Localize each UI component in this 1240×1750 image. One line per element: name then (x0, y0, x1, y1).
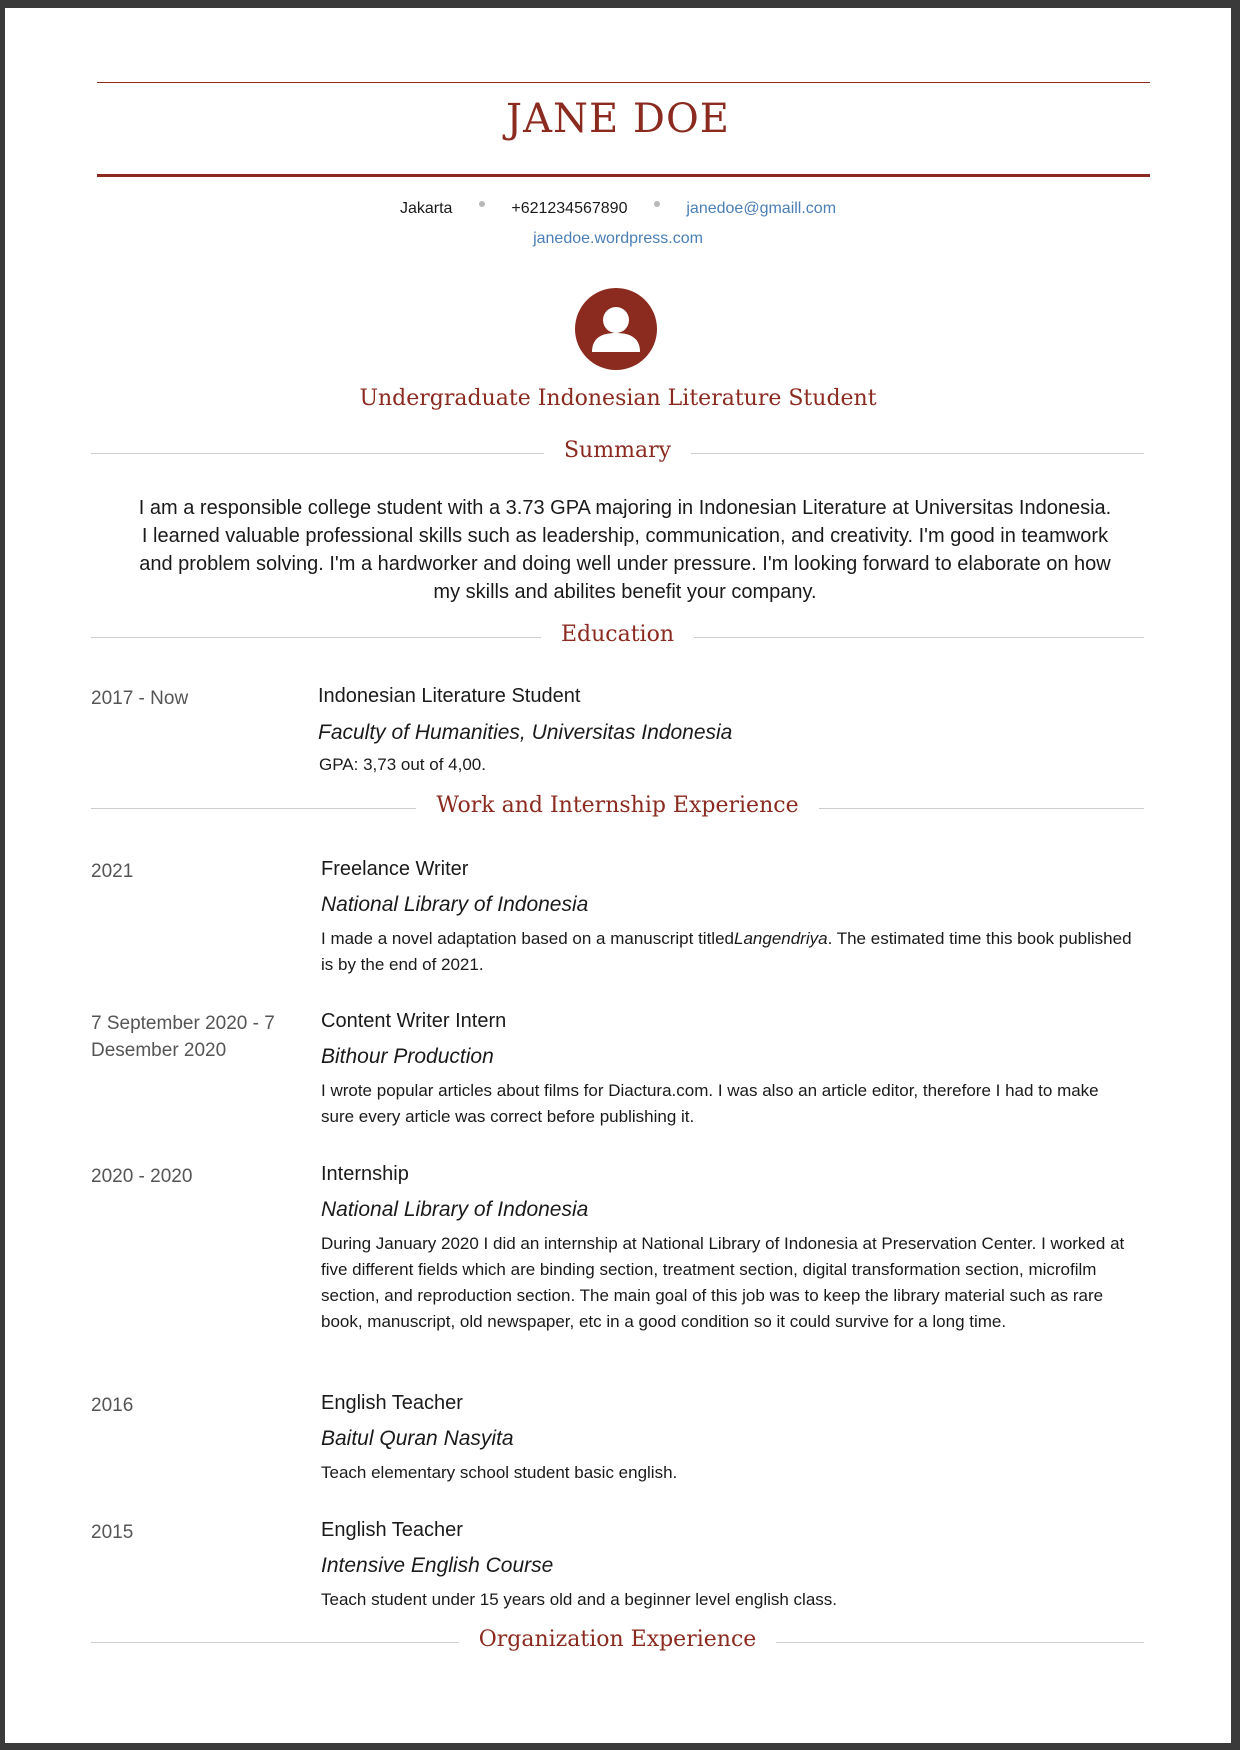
work-org: National Library of Indonesia (321, 1198, 589, 1221)
work-org: Intensive English Course (321, 1554, 554, 1577)
website-link[interactable]: janedoe.wordpress.com (533, 230, 703, 247)
contact-line (5, 200, 1231, 218)
education-heading (91, 622, 1144, 652)
work-date: 2020 - 2020 (91, 1166, 193, 1187)
resume-page (5, 8, 1231, 1743)
education-org: Faculty of Humanities, Universitas Indonesia (318, 721, 733, 744)
work-desc: Teach elementary school student basic english. (321, 1463, 678, 1482)
education-date: 2017 - Now (91, 688, 189, 709)
work-heading (91, 793, 1144, 823)
phone: +621234567890 (511, 200, 628, 217)
headline: Undergraduate Indonesian Literature Student (359, 386, 877, 411)
education-desc: GPA: 3,73 out of 4,00. (319, 755, 486, 774)
work-date: 2021 (91, 861, 134, 882)
email-link[interactable]: janedoe@gmaill.com (686, 200, 837, 217)
work-desc: I made a novel adaptation based on a manuscript titledLangendriya. The estimated time this book published is by the end of 2021. (321, 929, 1132, 974)
work-role: English Teacher (321, 1392, 463, 1414)
city: Jakarta (399, 200, 453, 217)
work-role: Freelance Writer (321, 858, 469, 880)
name-underline (97, 174, 1150, 177)
organization-title: Organization Experience (459, 1627, 777, 1652)
separator-dot (654, 201, 660, 207)
work-date: 2015 (91, 1522, 134, 1543)
top-rule (97, 82, 1150, 83)
work-org: National Library of Indonesia (321, 893, 589, 916)
education-role: Indonesian Literature Student (318, 685, 581, 707)
work-desc: I wrote popular articles about films for Diactura.com. I was also an article editor, therefore I had to make sure every article was correct before publishing it. (321, 1081, 1099, 1126)
work-role: Internship (321, 1163, 409, 1185)
education-title: Education (541, 622, 694, 647)
candidate-name: JANE DOE (506, 96, 730, 142)
work-org: Bithour Production (321, 1045, 494, 1068)
work-date: 7 September 2020 - 7 Desember 2020 (91, 1013, 275, 1061)
work-org: Baitul Quran Nasyita (321, 1427, 514, 1450)
work-role: Content Writer Intern (321, 1010, 507, 1032)
work-desc: During January 2020 I did an internship at National Library of Indonesia at Preservation Center. I worked at five different fields which are binding section, treatment section, digital transformation section, microfilm section, and reproduction section. The main goal of this job was to keep the library material such as rare book, manuscript, old newspaper, etc in a good condition so it could survive for a long time. (321, 1234, 1125, 1331)
summary-heading (91, 438, 1144, 468)
work-role: English Teacher (321, 1519, 463, 1541)
avatar-icon (575, 288, 657, 370)
work-desc: Teach student under 15 years old and a beginner level english class. (321, 1590, 838, 1609)
summary-title: Summary (544, 438, 691, 463)
summary-text: I am a responsible college student with a 3.73 GPA majoring in Indonesian Literature at Universitas Indonesia. I learned valuable professional skills such as leadership, communication, and creativity. I'm good in teamwork and problem solving. I'm a hardworker and doing well under pressure. I'm looking forward to elaborate on how my skills and abilites benefit your company. (138, 497, 1112, 603)
separator-dot (479, 201, 485, 207)
work-date: 2016 (91, 1395, 134, 1416)
manuscript-title: Langendriya (734, 929, 828, 948)
organization-heading (91, 1627, 1144, 1657)
work-title: Work and Internship Experience (416, 793, 818, 818)
